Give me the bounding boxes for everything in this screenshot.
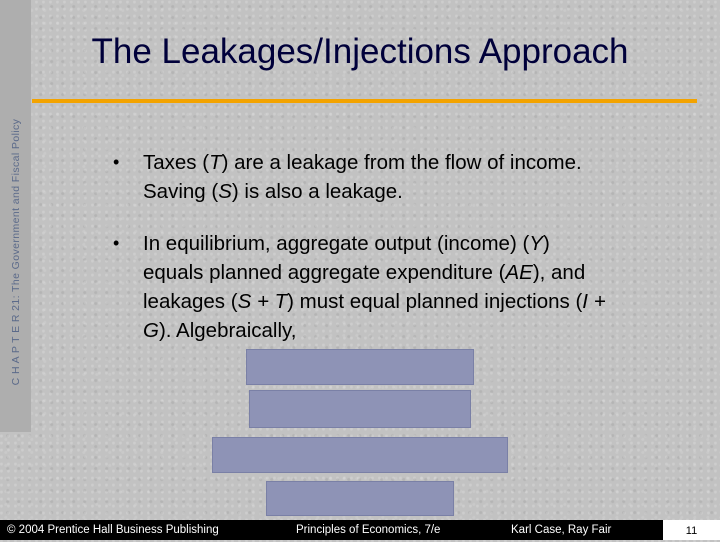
footer-book-title: Principles of Economics, 7/e [296,524,441,536]
equation-box-4 [266,481,454,516]
slide-footer [0,520,720,540]
bullet-text: Taxes (T) are a leakage from the flow of income. Saving (S) is also a leakage. [143,151,582,203]
bullet-list [113,148,613,368]
footer-authors: Karl Case, Ray Fair [511,524,612,536]
footer-copyright: © 2004 Prentice Hall Business Publishing [7,524,219,536]
chapter-side-label: C H A P T E R 21: The Government and Fiscal Policy [10,118,22,386]
bullet-text: In equilibrium, aggregate output (income) (Y) equals planned aggregate expenditure (AE), and leakages (S + T) must equal planned injections (I + G). Algebraically, [143,232,606,342]
bullet-marker: • [113,152,120,172]
bullet-taxes-saving [113,148,613,206]
equation-box-3 [212,437,508,473]
chapter-side-band [0,0,31,432]
title-underline-rule [32,99,697,103]
equation-box-2 [249,390,471,428]
equation-box-1 [246,349,474,385]
bullet-equilibrium [113,229,613,345]
page-number: 11 [663,520,720,540]
bullet-marker: • [113,233,120,253]
slide-title: The Leakages/Injections Approach [91,32,629,71]
